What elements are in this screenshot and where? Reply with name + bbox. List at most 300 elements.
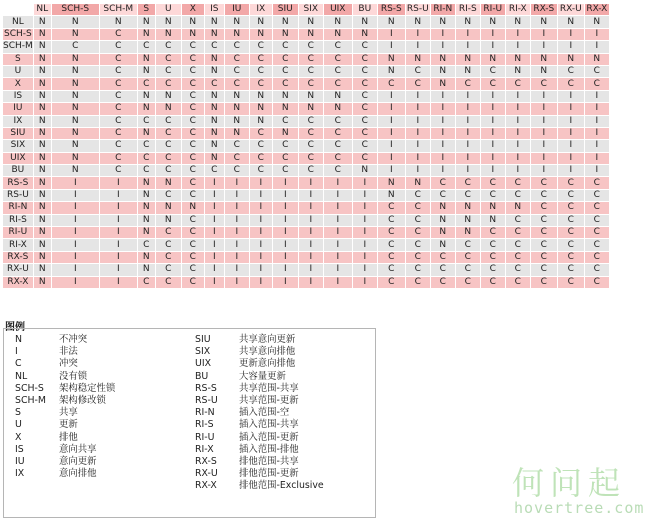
legend-item	[195, 346, 324, 358]
matrix-cell: C	[352, 53, 377, 65]
matrix-header-row	[3, 4, 610, 16]
matrix-cell: I	[323, 189, 352, 201]
row-header: SIX	[3, 140, 34, 152]
row-header: IX	[3, 115, 34, 127]
matrix-cell: N	[33, 276, 51, 288]
matrix-cell: C	[405, 214, 430, 226]
matrix-cell: I	[430, 41, 455, 53]
matrix-cell: I	[224, 189, 249, 201]
matrix-cell: N	[430, 227, 455, 239]
matrix-cell: N	[33, 140, 51, 152]
matrix-cell: N	[155, 28, 181, 40]
column-header: RI-N	[430, 4, 455, 16]
matrix-cell: I	[557, 28, 584, 40]
matrix-cell: I	[505, 152, 530, 164]
matrix-cell: C	[505, 251, 530, 263]
matrix-cell: I	[455, 103, 480, 115]
matrix-cell: I	[455, 140, 480, 152]
matrix-cell: N	[155, 103, 181, 115]
matrix-cell: N	[204, 127, 224, 139]
matrix-cell: I	[480, 140, 505, 152]
matrix-cell: C	[377, 239, 405, 251]
matrix-cell: C	[155, 127, 181, 139]
matrix-cell: I	[249, 227, 272, 239]
matrix-cell: C	[272, 140, 298, 152]
matrix-row	[3, 189, 610, 201]
matrix-cell: N	[137, 177, 155, 189]
legend-description: 共享范围-更新	[239, 394, 299, 406]
matrix-cell: N	[298, 90, 323, 102]
matrix-cell: C	[99, 127, 137, 139]
matrix-cell: C	[323, 165, 352, 177]
matrix-cell: N	[249, 90, 272, 102]
matrix-cell: I	[377, 115, 405, 127]
matrix-cell: C	[298, 53, 323, 65]
row-header: NL	[3, 16, 34, 28]
matrix-row	[3, 227, 610, 239]
matrix-cell: I	[249, 177, 272, 189]
matrix-cell: C	[430, 177, 455, 189]
matrix-cell: I	[377, 165, 405, 177]
matrix-cell: I	[505, 90, 530, 102]
matrix-cell: C	[249, 165, 272, 177]
matrix-cell: C	[584, 78, 609, 90]
matrix-cell: N	[33, 152, 51, 164]
matrix-cell: N	[137, 264, 155, 276]
matrix-cell: I	[584, 115, 609, 127]
matrix-cell: C	[530, 239, 557, 251]
matrix-cell: N	[480, 16, 505, 28]
legend-item	[15, 468, 115, 480]
matrix-cell: I	[224, 227, 249, 239]
matrix-cell: N	[430, 239, 455, 251]
matrix-cell: N	[249, 28, 272, 40]
matrix-cell: C	[181, 140, 204, 152]
matrix-cell: I	[51, 202, 99, 214]
matrix-cell: C	[377, 264, 405, 276]
matrix-cell: N	[377, 53, 405, 65]
matrix-cell: I	[272, 214, 298, 226]
matrix-cell: N	[33, 115, 51, 127]
row-header: SCH-M	[3, 41, 33, 52]
legend-description: 意向共享	[59, 443, 97, 455]
matrix-cell: I	[430, 90, 455, 102]
matrix-cell: C	[405, 78, 430, 90]
matrix-cell: C	[204, 41, 224, 53]
matrix-cell: C	[530, 227, 557, 239]
matrix-cell: C	[155, 276, 181, 288]
matrix-cell: C	[405, 189, 430, 201]
column-header: RI-U	[480, 4, 505, 16]
matrix-cell: C	[584, 276, 609, 288]
matrix-cell: C	[99, 115, 137, 127]
matrix-cell: I	[352, 214, 377, 226]
matrix-cell: N	[430, 78, 455, 90]
matrix-cell: C	[155, 78, 181, 90]
matrix-cell: I	[272, 264, 298, 276]
matrix-cell: C	[181, 41, 204, 53]
matrix-cell: I	[455, 165, 480, 177]
matrix-cell: I	[480, 115, 505, 127]
matrix-cell: C	[272, 165, 298, 177]
matrix-cell: C	[584, 251, 609, 263]
matrix-cell: I	[405, 90, 430, 102]
legend-description: 插入范围-空	[239, 407, 290, 419]
legend-item	[15, 432, 115, 444]
matrix-cell: N	[33, 90, 51, 102]
matrix-cell: N	[224, 103, 249, 115]
matrix-cell: I	[505, 41, 530, 53]
matrix-cell: I	[377, 28, 405, 40]
matrix-cell: I	[204, 264, 224, 276]
matrix-cell: I	[480, 165, 505, 177]
matrix-cell: I	[455, 127, 480, 139]
matrix-cell: I	[584, 140, 609, 152]
matrix-cell: C	[272, 53, 298, 65]
matrix-cell: I	[249, 189, 272, 201]
matrix-cell: I	[557, 140, 584, 152]
column-header: IU	[224, 4, 249, 16]
matrix-cell: I	[430, 127, 455, 139]
matrix-cell: N	[204, 140, 224, 152]
column-header: SIU	[272, 4, 298, 16]
matrix-cell: C	[224, 140, 249, 152]
legend-description: 插入范围-更新	[239, 431, 299, 443]
matrix-cell: I	[99, 202, 137, 214]
matrix-cell: I	[480, 127, 505, 139]
matrix-cell: C	[155, 227, 181, 239]
legend-key: SIU	[195, 334, 211, 345]
matrix-cell: C	[323, 152, 352, 164]
matrix-cell: C	[99, 78, 137, 90]
matrix-cell: C	[181, 239, 204, 251]
legend-item	[15, 346, 115, 358]
matrix-cell: N	[584, 16, 609, 28]
matrix-row	[3, 16, 610, 28]
matrix-cell: N	[405, 53, 430, 65]
matrix-cell: I	[530, 103, 557, 115]
matrix-cell: C	[298, 78, 323, 90]
matrix-cell: I	[298, 227, 323, 239]
matrix-cell: I	[323, 214, 352, 226]
matrix-cell: N	[33, 227, 51, 239]
legend-description: 意向排他	[59, 468, 97, 480]
matrix-cell: C	[352, 41, 377, 53]
matrix-cell: N	[33, 127, 51, 139]
matrix-cell: N	[405, 16, 430, 28]
matrix-row	[3, 239, 610, 251]
matrix-cell: N	[455, 53, 480, 65]
legend-description: 没有锁	[59, 370, 88, 382]
matrix-cell: N	[33, 202, 51, 214]
matrix-cell: C	[181, 53, 204, 65]
matrix-cell: C	[298, 127, 323, 139]
matrix-cell: C	[137, 239, 155, 251]
matrix-cell: I	[530, 152, 557, 164]
matrix-cell: N	[505, 16, 530, 28]
matrix-cell: C	[505, 227, 530, 239]
matrix-cell: C	[181, 227, 204, 239]
matrix-cell: I	[405, 140, 430, 152]
matrix-cell: C	[224, 165, 249, 177]
matrix-cell: C	[181, 214, 204, 226]
matrix-cell: C	[298, 152, 323, 164]
matrix-cell: I	[505, 103, 530, 115]
matrix-cell: C	[455, 177, 480, 189]
matrix-cell: C	[272, 115, 298, 127]
matrix-cell: C	[455, 189, 480, 201]
legend-description: 排他	[59, 431, 78, 443]
matrix-cell: I	[430, 152, 455, 164]
legend-key: S	[15, 407, 21, 419]
matrix-cell: I	[480, 41, 505, 53]
matrix-cell: I	[224, 202, 249, 214]
matrix-cell: I	[480, 90, 505, 102]
matrix-cell: C	[155, 239, 181, 251]
matrix-cell: N	[33, 103, 51, 115]
matrix-cell: N	[377, 16, 405, 28]
legend-item	[195, 432, 324, 444]
matrix-cell: I	[377, 152, 405, 164]
legend-left-column	[15, 334, 115, 480]
matrix-cell: N	[137, 202, 155, 214]
matrix-cell: N	[51, 28, 99, 40]
matrix-cell: C	[298, 65, 323, 77]
matrix-cell: N	[204, 115, 224, 127]
matrix-cell: C	[352, 127, 377, 139]
column-header: NL	[33, 4, 51, 16]
legend-item	[15, 444, 115, 456]
matrix-cell: C	[249, 53, 272, 65]
matrix-cell: N	[33, 53, 51, 65]
matrix-cell: C	[249, 41, 272, 53]
matrix-cell: I	[323, 227, 352, 239]
matrix-cell: C	[480, 276, 505, 288]
matrix-cell: C	[405, 65, 430, 77]
matrix-cell: C	[557, 189, 584, 201]
matrix-cell: C	[405, 227, 430, 239]
legend-key: RI-N	[195, 407, 215, 419]
matrix-row	[3, 103, 610, 115]
matrix-cell: N	[298, 16, 323, 28]
matrix-cell: I	[405, 28, 430, 40]
matrix-cell: I	[557, 152, 584, 164]
column-header: X	[181, 4, 204, 16]
legend-key: U	[15, 419, 22, 431]
matrix-cell: I	[505, 28, 530, 40]
matrix-row	[3, 115, 610, 127]
matrix-cell: C	[181, 65, 204, 77]
legend-key: RI-X	[195, 443, 214, 455]
row-header: UIX	[3, 152, 34, 164]
row-header: RX-U	[3, 264, 34, 276]
matrix-cell: N	[155, 214, 181, 226]
matrix-cell: N	[204, 65, 224, 77]
matrix-cell: C	[430, 251, 455, 263]
matrix-cell: N	[204, 90, 224, 102]
matrix-cell: N	[249, 16, 272, 28]
matrix-cell: C	[557, 65, 584, 77]
watermark-chinese-text: 何问起	[512, 464, 627, 502]
matrix-row	[3, 264, 610, 276]
legend-key: IX	[15, 468, 25, 480]
matrix-cell: I	[352, 264, 377, 276]
row-header: RX-X	[3, 276, 34, 288]
legend-item	[195, 358, 324, 370]
column-header: S	[137, 4, 155, 16]
matrix-cell: I	[298, 189, 323, 201]
matrix-cell: C	[224, 53, 249, 65]
row-header: IS	[3, 90, 34, 102]
matrix-cell: C	[557, 227, 584, 239]
matrix-cell: N	[405, 177, 430, 189]
matrix-cell: I	[298, 239, 323, 251]
matrix-cell: N	[51, 165, 99, 177]
matrix-cell: I	[204, 239, 224, 251]
matrix-cell: N	[204, 28, 224, 40]
matrix-cell: N	[377, 177, 405, 189]
legend-item	[15, 383, 115, 395]
matrix-cell: N	[430, 202, 455, 214]
matrix-cell: N	[430, 214, 455, 226]
matrix-cell: N	[557, 53, 584, 65]
matrix-cell: N	[33, 239, 51, 251]
matrix-cell: I	[405, 165, 430, 177]
matrix-cell: I	[405, 41, 430, 53]
matrix-cell: I	[352, 276, 377, 288]
matrix-row	[3, 202, 610, 214]
matrix-cell: I	[430, 28, 455, 40]
matrix-row	[3, 28, 610, 40]
matrix-cell: I	[557, 103, 584, 115]
matrix-cell: C	[137, 115, 155, 127]
matrix-cell: C	[480, 65, 505, 77]
matrix-cell: C	[352, 78, 377, 90]
legend-key: RX-U	[195, 468, 218, 480]
matrix-cell: N	[181, 16, 204, 28]
legend-right-column	[195, 334, 324, 492]
column-header: SCH-M	[99, 4, 137, 16]
matrix-cell: N	[480, 202, 505, 214]
legend-key: IU	[15, 455, 25, 467]
matrix-cell: I	[99, 227, 137, 239]
matrix-cell: C	[155, 41, 181, 53]
matrix-cell: N	[137, 28, 155, 40]
matrix-cell: I	[99, 239, 137, 251]
matrix-cell: I	[352, 227, 377, 239]
matrix-cell: C	[181, 251, 204, 263]
matrix-cell: N	[137, 227, 155, 239]
matrix-cell: C	[530, 177, 557, 189]
matrix-cell: C	[323, 65, 352, 77]
matrix-cell: C	[505, 78, 530, 90]
matrix-cell: C	[505, 264, 530, 276]
matrix-cell: I	[584, 90, 609, 102]
row-header: SIU	[3, 127, 34, 139]
matrix-cell: I	[249, 251, 272, 263]
row-header: RI-U	[3, 227, 34, 239]
matrix-cell: C	[430, 264, 455, 276]
legend-description: 共享范围-共享	[239, 382, 299, 394]
matrix-cell: C	[557, 276, 584, 288]
matrix-cell: C	[181, 103, 204, 115]
matrix-cell: I	[377, 103, 405, 115]
matrix-cell: C	[323, 127, 352, 139]
matrix-cell: C	[505, 177, 530, 189]
column-header: UIX	[323, 4, 352, 16]
matrix-cell: C	[455, 276, 480, 288]
matrix-cell: C	[181, 127, 204, 139]
matrix-cell: C	[224, 78, 249, 90]
matrix-cell: N	[224, 115, 249, 127]
matrix-cell: I	[557, 90, 584, 102]
matrix-cell: I	[430, 140, 455, 152]
matrix-cell: C	[405, 264, 430, 276]
matrix-cell: C	[557, 177, 584, 189]
matrix-cell: C	[249, 152, 272, 164]
matrix-cell: N	[352, 16, 377, 28]
legend-description: 大容量更新	[239, 370, 286, 382]
matrix-cell: N	[584, 53, 609, 65]
matrix-cell: I	[505, 127, 530, 139]
matrix-cell: C	[181, 115, 204, 127]
matrix-cell: I	[455, 90, 480, 102]
matrix-cell: I	[249, 276, 272, 288]
matrix-body	[3, 16, 610, 289]
matrix-cell: N	[323, 16, 352, 28]
matrix-cell: I	[272, 189, 298, 201]
matrix-cell: C	[455, 251, 480, 263]
matrix-cell: I	[377, 140, 405, 152]
row-header: BU	[3, 165, 34, 177]
column-header: RS-S	[377, 4, 405, 16]
legend-key: SIX	[195, 346, 211, 358]
matrix-cell: N	[323, 28, 352, 40]
matrix-cell: C	[480, 189, 505, 201]
matrix-cell: I	[224, 177, 249, 189]
matrix-cell: C	[584, 65, 609, 77]
matrix-cell: N	[530, 16, 557, 28]
matrix-cell: N	[137, 16, 155, 28]
matrix-cell: N	[430, 53, 455, 65]
matrix-row	[3, 251, 610, 263]
legend-item	[15, 371, 115, 383]
matrix-cell: I	[272, 251, 298, 263]
matrix-cell: I	[377, 90, 405, 102]
matrix-cell: C	[530, 264, 557, 276]
matrix-cell: I	[405, 115, 430, 127]
matrix-cell: N	[557, 16, 584, 28]
legend-key: N	[15, 334, 23, 345]
matrix-cell: I	[224, 214, 249, 226]
matrix-cell: I	[352, 202, 377, 214]
matrix-cell: N	[430, 16, 455, 28]
matrix-cell: I	[272, 276, 298, 288]
matrix-cell: N	[33, 28, 51, 40]
matrix-cell: N	[33, 78, 51, 90]
legend-description: 共享	[59, 407, 78, 419]
matrix-cell: C	[99, 140, 137, 152]
legend-item	[15, 358, 115, 370]
matrix-cell: C	[99, 90, 137, 102]
legend-description: 不冲突	[59, 334, 88, 345]
matrix-cell: I	[204, 202, 224, 214]
matrix-cell: C	[530, 276, 557, 288]
matrix-cell: I	[224, 276, 249, 288]
matrix-cell: I	[557, 115, 584, 127]
matrix-cell: N	[33, 177, 51, 189]
legend-item	[15, 395, 115, 407]
